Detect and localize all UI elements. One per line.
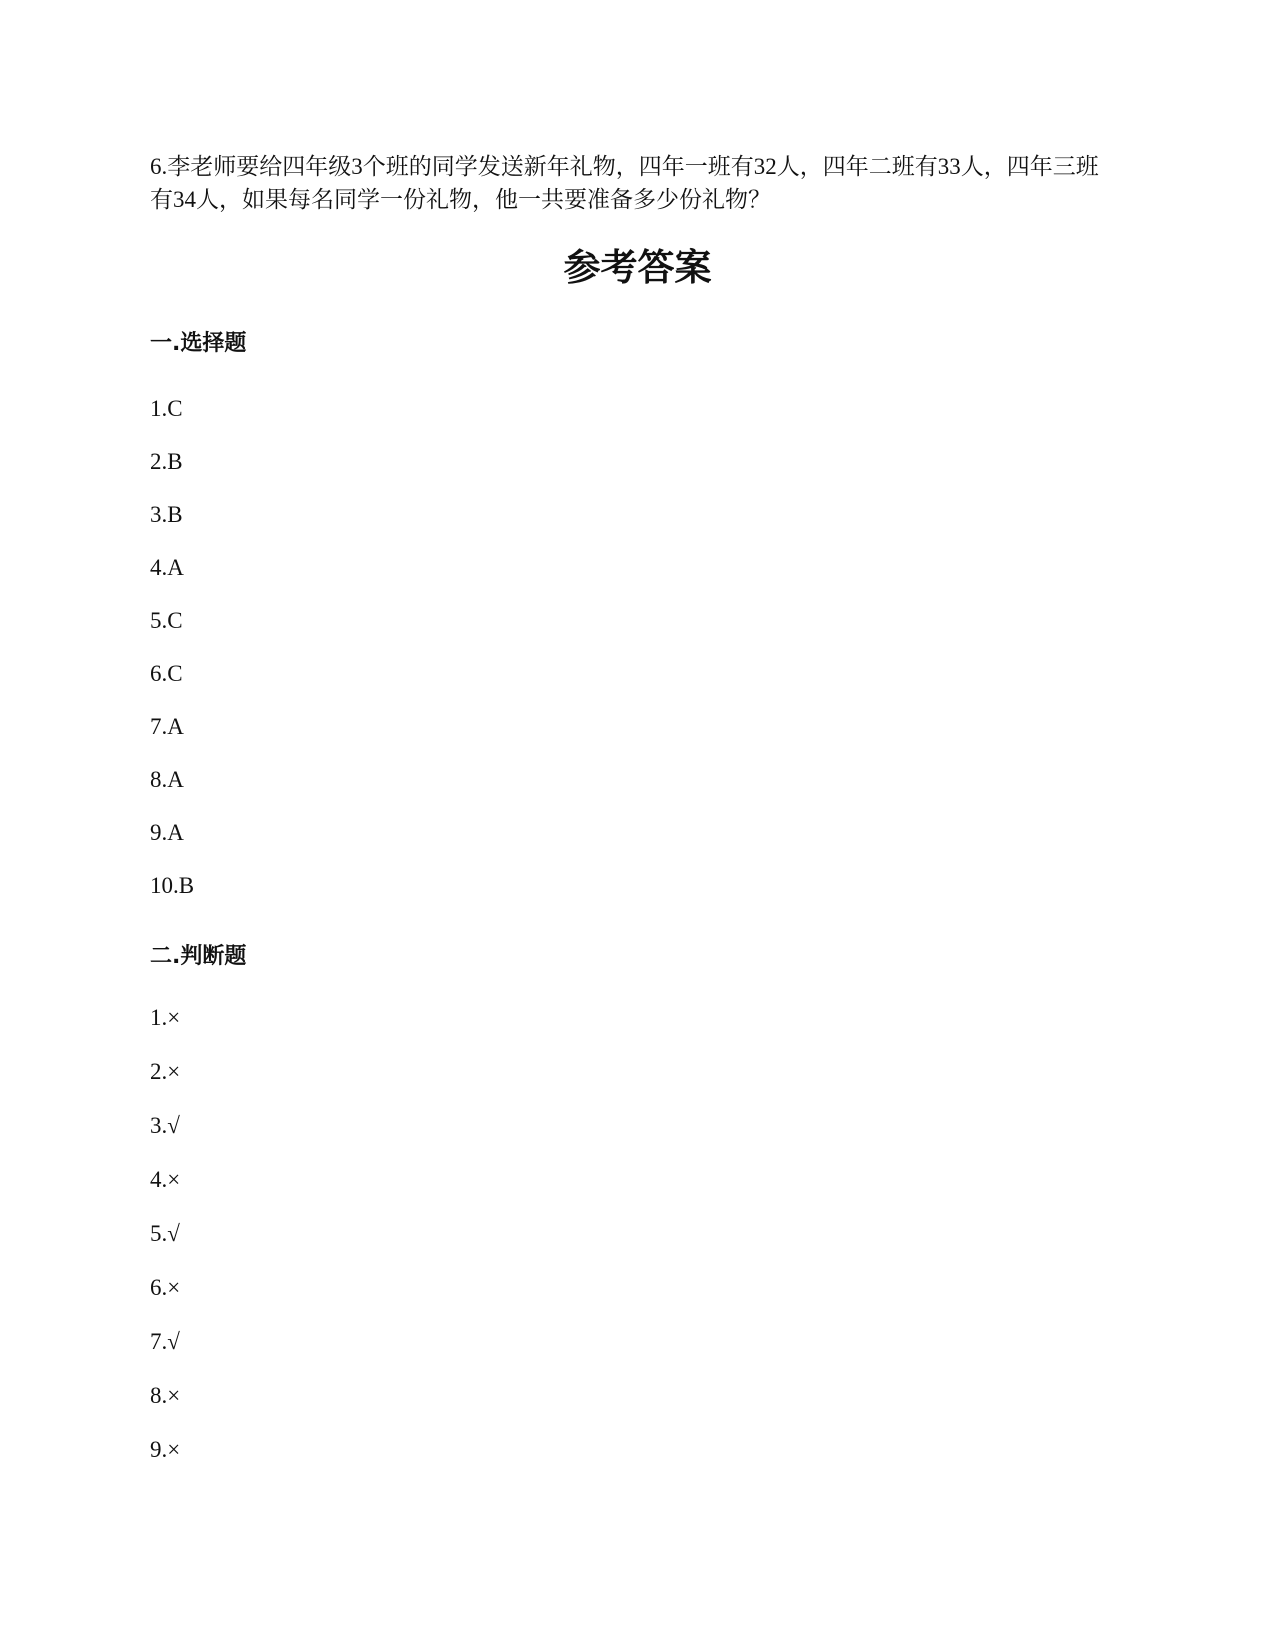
answer-item: 9.A [150,820,184,845]
question-6: 6.李老师要给四年级3个班的同学发送新年礼物，四年一班有32人，四年二班有33人，四年三班有34人，如果每名同学一份礼物，他一共要准备多少份礼物？ [150,154,1099,212]
answer-item: 1.C [150,396,183,421]
multiple-choice-answer-list [150,394,194,924]
section-title-true-false: 二.判断题 [150,944,247,969]
answer-item: 8.A [150,767,184,792]
answer-item: 10.B [150,873,195,898]
answer-item: 2.× [150,1059,181,1084]
answer-item: 5.√ [150,1221,180,1246]
answer-item: 8.× [150,1383,181,1408]
answer-item: 4.× [150,1167,181,1192]
answer-item: 1.× [150,1005,181,1030]
answer-item: 9.× [150,1437,181,1462]
answer-item: 6.C [150,661,183,686]
answer-item: 6.× [150,1275,181,1300]
answer-item: 5.C [150,608,183,633]
answer-item: 7.√ [150,1329,180,1354]
section-title-multiple-choice: 一.选择题 [150,331,247,356]
answer-key-title: 参考答案 [563,246,712,289]
answer-item: 2.B [150,449,183,474]
answer-item: 4.A [150,555,184,580]
answer-item: 7.A [150,714,184,739]
answer-item: 3.B [150,502,183,527]
answer-item: 3.√ [150,1113,180,1138]
true-false-answer-list [150,1003,180,1489]
